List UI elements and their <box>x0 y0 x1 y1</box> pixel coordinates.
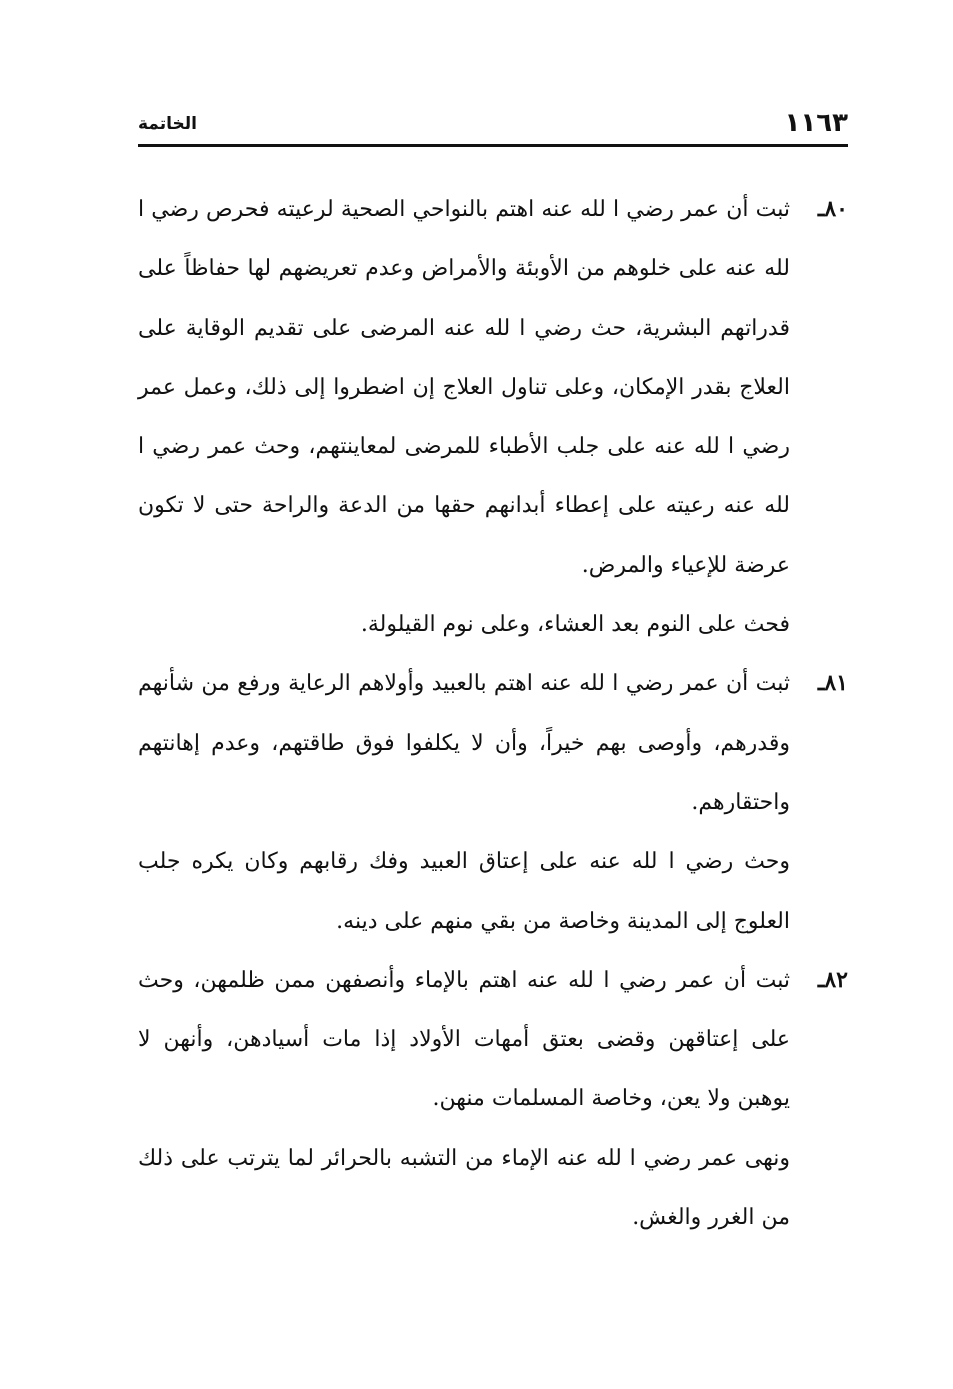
item-paragraph: ثبت أن عمر رضي ا لله عنه اهتم بالنواحي الصحية لرعيته فحرص رضي ا لله عنه على خلوهم من الأوبئة والأمراض وعدم تعريضهم لها حفاظاً على قدراتهم البشرية، حث رضي ا لله عنه المرضى على تقديم الوقاية على العلاج بقدر الإمكان، وعلى تناول العلاج إن اضطروا إلى ذلك، وعمل عمر رضي ا لله عنه على جلب الأطباء للمرضى لمعاينتهم، وحث عمر رضي ا لله عنه رعيته على إعطاء أبدانهم حقها من الدعة والراحة حتى لا تكون عرضة للإعياء والمرض. <box>138 197 790 578</box>
item-paragraph: ثبت أن عمر رضي ا لله عنه اهتم بالإماء وأنصفهن ممن ظلمهن، وحث على إعتاقهن وقضى بعتق أمهات الأولاد إذا مات أسيادهن، وأنهن لا يوهبن ولا يعن، وخاصة المسلمات منهن. <box>138 967 790 1112</box>
item-continuation-paragraph: وحث رضي ا لله عنه على إعتاق العبيد وفك رقابهم وكان يكره جلب العلوج إلى المدينة وخاصة من بقي منهم على دينه. <box>138 849 790 934</box>
page-body <box>138 180 848 1247</box>
page-number: ١١٦٣ <box>784 108 848 138</box>
numbered-item-80 <box>138 180 848 595</box>
page-header <box>138 104 848 144</box>
chapter-title: الخاتمة <box>138 114 197 134</box>
item-continuation-paragraph: فحث على النوم بعد العشاء، وعلى نوم القيلولة. <box>360 612 790 638</box>
item-number: ٨١ـ <box>817 670 848 697</box>
item-number: ٨٢ـ <box>817 966 848 993</box>
item-number: ٨٠ـ <box>817 196 848 222</box>
numbered-item-81 <box>138 654 848 832</box>
numbered-item-82 <box>138 951 848 1129</box>
item-paragraph: ثبت أن عمر رضي ا لله عنه اهتم بالعبيد وأولاهم الرعاية ورفع من شأنهم وقدرهم، وأوصى بهم خيراً، وأن لا يكلفوا فوق طاقتهم، وعدم إهانتهم واحتقارهم. <box>138 671 790 815</box>
item-continuation-paragraph: ونهى عمر رضي ا لله عنه الإماء من التشبه بالحرائر لما يترتب على ذلك من الغرر والغش. <box>138 1145 790 1231</box>
header-divider <box>138 144 848 147</box>
